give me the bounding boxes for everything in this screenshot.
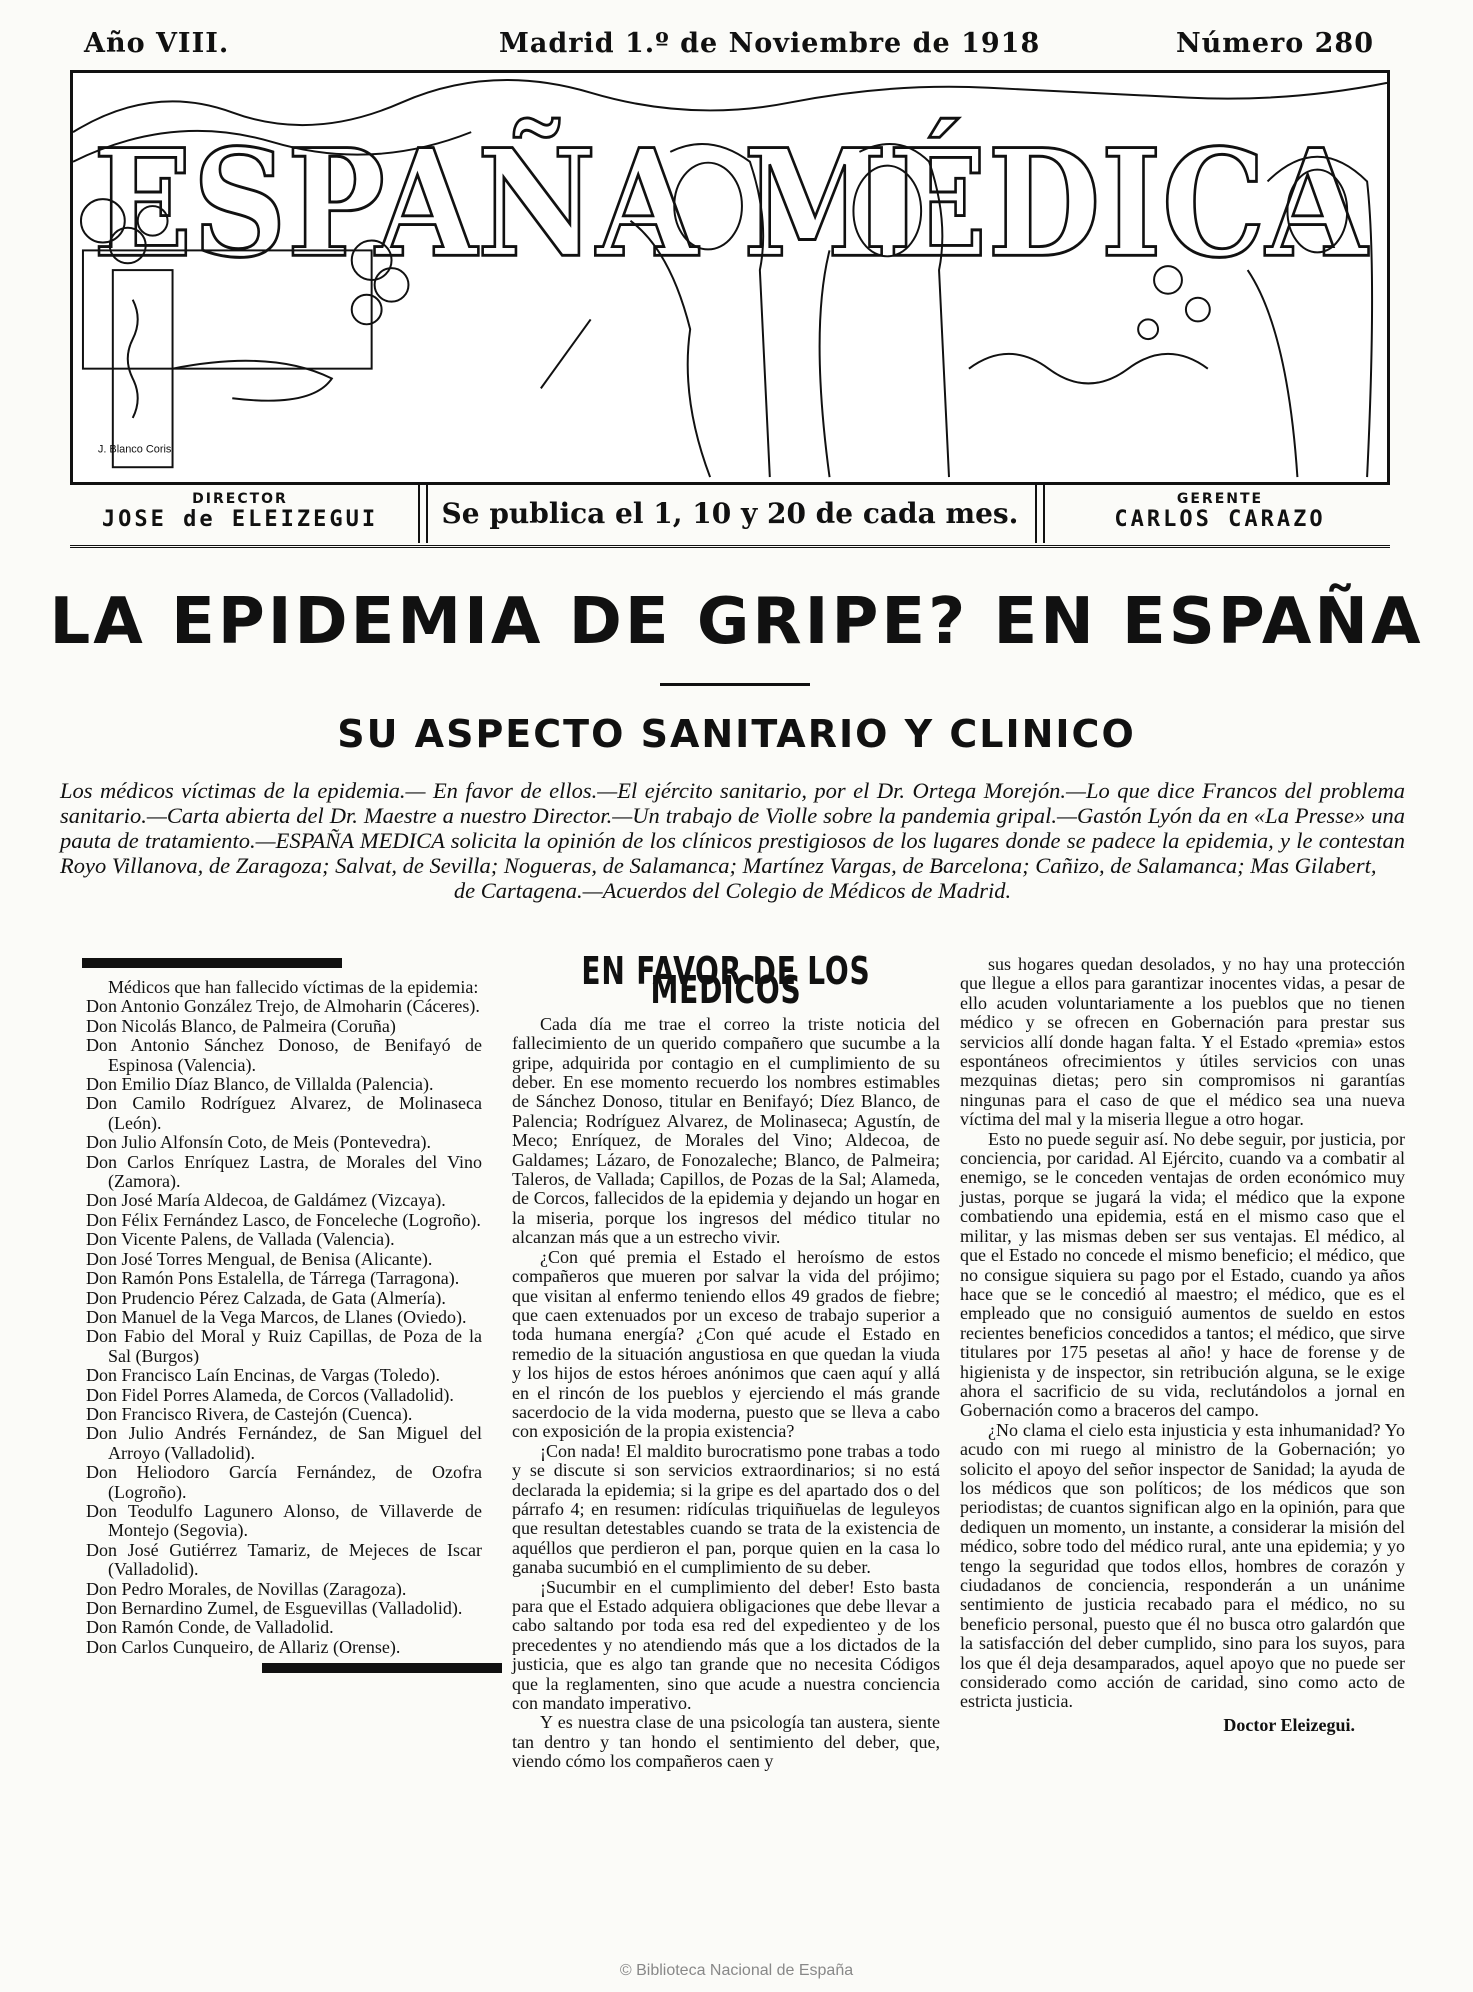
top-line — [84, 28, 1374, 68]
victim-entry: Don Carlos Cunqueiro, de Allariz (Orense). — [86, 1636, 401, 1657]
manager-label: GERENTE — [1176, 491, 1264, 507]
main-headline: LA EPIDEMIA DE GRIPE? EN ESPAÑA — [49, 585, 1424, 659]
article-signature: Doctor Eleizegui. — [1223, 1714, 1355, 1735]
article-body-1 — [512, 1015, 940, 1772]
director-name: JOSE de ELEIZEGUI — [101, 507, 379, 532]
divider — [1035, 485, 1045, 543]
victim-entry: Don Ramón Pons Estalella, de Tárrega (Tarragona). — [86, 1268, 460, 1289]
victim-entry: Don Prudencio Pérez Calzada, de Gata (Almería). — [86, 1287, 446, 1308]
victim-entry: Don Fabio del Moral y Ruiz Capillas, de Poza de la Sal (Burgos) — [86, 1326, 482, 1366]
article-column-1 — [512, 949, 940, 1772]
masthead-title: ESPAÑA MÉDICA — [92, 117, 1369, 292]
article-paragraph: Esto no puede seguir así. No debe seguir, por justicia, por conciencia, por caridad. Al Ejército, cuando va a combatir al enemigo, se le conceden ventajas de orden económico muy justas, porque se jugará la vida; el médico que la expone combatiendo una epidemia, está en el mismo caso que el militar, y las mismas deben ser sus ventajas. El médico, al que el Estado no concede el mismo beneficio; el médico, que no consigue siquiera su pago por el Estado, cuando ya años hace que se le concedió al maestro; el médico, que es el empleado que no consiguió aumentos de sueldo en estos recientes beneficios concedidos a tantos; el médico, que sirve titulares por 175 pesetas al año! y hace de forense y de higienista y de inspector, sin retribución alguna, se le exige ahora el sacrificio de su vida, reclutándolos a jornal en Gobernación como a braceros del campo. — [960, 1128, 1405, 1421]
article-paragraph: Y es nuestra clase de una psicología tan austera, siente tan dentro y tan hondo el sentimiento del deber, que, viendo cómo los compañeros caen y — [512, 1712, 940, 1772]
victim-entry: Don Carlos Enríquez Lastra, de Morales del Vino (Zamora). — [86, 1151, 482, 1192]
victim-entry: Don Julio Andrés Fernández, de San Miguel del Arroyo (Valladolid). — [86, 1423, 482, 1463]
year-label: Año VIII. — [84, 28, 230, 59]
victim-entry: Don Antonio González Trejo, de Almoharin (Cáceres). — [86, 996, 480, 1017]
article-paragraph: ¡Sucumbir en el cumplimiento del deber! Esto basta para que el Estado adquiera obligaciones que debe llevar a cabo saltando por toda esa red del expedienteo y de los precedentes y no atendiendo más que a los dictados de la justicia, que es algo tan grande que no necesita Códigos que la reglamenten, sino que acude a nuestra conciencia con mandato imperativo. — [512, 1576, 940, 1714]
article-paragraph: ¿Con qué premia el Estado el heroísmo de estos compañeros que mueren por salvar la vida del prójimo; que visitan al enfermo teniendo ellos 49 grados de fiebre; que caen extenuados por un exceso de trabajo superior a toda humana energía? ¿Con qué acude el Estado en remedio de la situación angustiosa en que quedan la viuda y los hijos de estos héroes anónimos que caen aquí y allá en el rincón de los pueblos y ejerciendo el más grande sacerdocio de la vida moderna, puesto que se lleva a cabo con exposición de la propia existencia? — [512, 1246, 940, 1442]
victim-entry: Don Manuel de la Vega Marcos, de Llanes (Oviedo). — [86, 1306, 467, 1327]
victim-entry: Médicos que han fallecido víctimas de la epidemia: — [108, 977, 479, 997]
victim-entry: Don José Torres Mengual, de Benisa (Alicante). — [86, 1248, 433, 1269]
victim-entry: Don Vicente Palens, de Vallada (Valencia). — [86, 1229, 395, 1250]
victim-entry: Don Pedro Morales, de Novillas (Zaragoza). — [86, 1578, 407, 1599]
article-paragraph: ¡Con nada! El maldito burocratismo pone trabas a todo y se discute si son servicios extraordinarios; si no está declarada la epidemia; si la gripe es del apartado dos o del párrafo 4; en resumen: ridículas triquiñuelas de leguleyos que resultan detestables cuando se trata de la existencia de aquéllos que perdieron el pan, porque quien en la casa lo ganaba sucumbió en el cumplimiento de su deber. — [512, 1440, 940, 1578]
summary-last-line: de Cartagena.—Acuerdos del Colegio de Médicos de Madrid. — [453, 878, 1012, 903]
article-title: EN FAVOR DE LOS MEDICOS — [581, 949, 871, 1013]
issue-number: Número 280 — [1175, 28, 1374, 59]
column-rule — [82, 958, 342, 968]
victim-entry: Don Ramón Conde, de Valladolid. — [86, 1617, 334, 1638]
manager-name: CARLOS CARAZO — [1114, 507, 1326, 532]
article-paragraph: sus hogares quedan desolados, y no hay una protección que llegue a ellos para garantizar inocentes vidas, a pesar de ello acuden voluntariamente a los pueblos que no tienen médico y se ofrecen en Gobernación para prestar sus servicios allí donde hagan falta. Y el Estado «premia» estos espontáneos ofrecimientos y útiles servicios con unas mezquinas dietas; pero sin compromisos ni garantías ningunas para el caso de que el médico sea una nueva víctima del mal y la miseria llegue a otro hogar. — [960, 954, 1405, 1130]
victim-entry: Don Francisco Rivera, de Castejón (Cuenca). — [86, 1403, 413, 1424]
victim-entry: Don Bernardino Zumel, de Esguevillas (Valladolid). — [86, 1598, 463, 1618]
victim-entry: Don José María Aldecoa, de Galdámez (Vizcaya). — [86, 1190, 446, 1211]
summary-paragraph — [60, 778, 1405, 903]
victim-entry: Don Camilo Rodríguez Alvarez, de Molinaseca (León). — [86, 1093, 482, 1133]
victim-entry: Don Emilio Díaz Blanco, de Villalda (Palencia). — [86, 1074, 434, 1095]
column-rule — [262, 1663, 502, 1673]
headline-rule — [660, 683, 810, 686]
article-body-2 — [960, 955, 1405, 1712]
victim-entry: Don Heliodoro García Fernández, de Ozofra (Logroño). — [86, 1462, 482, 1502]
victims-column — [62, 958, 482, 1673]
info-bar — [70, 485, 1390, 548]
subheadline: SU ASPECTO SANITARIO Y CLINICO — [337, 712, 1136, 756]
article-paragraph: ¿No clama el cielo esta injusticia y esta inhumanidad? Yo acudo con mi ruego al ministro de la Gobernación; yo solicito el apoyo del señor inspector de Sanidad; la ayuda de los médicos que son políticos; de los médicos que son periodistas; de cuantos significan algo en la opinión, para que dediquen un momento, un instante, a considerar la misión del médico, sobre todo del médico rural, ante una epidemia; y yo tengo la seguridad que todos ellos, hombres de corazón y ciudadanos de conciencia, responderán a un unánime sentimiento de justicia recabado para el médico, no su beneficio personal, puesto que él no busca otro galardón que la satisfacción del deber cumplido, sino para los suyos, para los que él deja desamparados, aquel apoyo que no puede ser considerado como acción de caridad, sino como acto de estricta justicia. — [960, 1419, 1405, 1712]
victim-entry: Don Antonio Sánchez Donoso, de Benifayó de Espinosa (Valencia). — [86, 1035, 482, 1075]
masthead-illustration — [70, 70, 1390, 485]
victim-entry: Don Teodulfo Lagunero Alonso, de Villaverde de Montejo (Segovia). — [86, 1500, 482, 1541]
date-label: Madrid 1.º de Noviembre de 1918 — [499, 28, 1041, 59]
masthead-art — [73, 73, 1387, 482]
artist-signature: J. Blanco Coris — [97, 443, 172, 456]
article-column-2 — [960, 955, 1405, 1735]
victim-entry: Don Félix Fernández Lasco, de Fonceleche (Logroño). — [86, 1209, 481, 1230]
victim-entry: Don Francisco Laín Encinas, de Vargas (Toledo). — [86, 1365, 440, 1386]
victim-entry: Don Julio Alfonsín Coto, de Meis (Pontevedra). — [86, 1132, 431, 1153]
article-paragraph: Cada día me trae el correo la triste noticia del fallecimiento de un querido compañero que sucumbe a la gripe, adquirida por contagio en el cumplimiento de su deber. En ese momento recuerdo los nombres estimables de Sánchez Donoso, titular en Benifayó; Díez Blanco, de Palencia; Rodríguez Alvarez, de Molinaseca; Agustín, de Meco; Enríquez, de Morales del Vino; Aldecoa, de Galdames; Lázaro, de Fonozaleche; Blanco, de Palmeira; Taleros, de Vallada; Capillos, de Pozas de la Sal; Alameda, de Corcos, fallecidos de la epidemia y dejando un hogar en la miseria, porque los ingresos del médico titular no alcanzan más que a un estrecho vivir. — [512, 1013, 940, 1248]
victim-entry: Don Nicolás Blanco, de Palmeira (Coruña) — [86, 1015, 396, 1036]
divider — [418, 485, 428, 543]
victim-entry: Don José Gutiérrez Tamariz, de Mejeces de Iscar (Valladolid). — [86, 1539, 482, 1580]
victim-entry: Don Fidel Porres Alameda, de Corcos (Valladolid). — [86, 1384, 454, 1405]
summary-body: Los médicos víctimas de la epidemia.— En favor de ellos.—El ejército sanitario, por el Dr. Ortega Morejón.—Lo que dice Francos del problema sanitario.—Carta abierta del Dr. Maestre a nuestro Director.—Un trabajo de Violle sobre la pandemia gripal.—Gastón Lyón da en «La Presse» una pauta de tratamiento.—ESPAÑA MEDICA solicita la opinión de los clínicos prestigiosos de los lugares donde se padece la epidemia, y le contestan Royo Villanova, de Zaragoza; Salvat, de Sevilla; Nogueras, de Salamanca; Martínez Vargas, de Barcelona; Cañizo, de Salamanca; Mas Gilabert, — [60, 778, 1405, 878]
victims-list — [62, 978, 482, 1657]
director-label: DIRECTOR — [192, 491, 288, 507]
director-block — [70, 485, 410, 545]
manager-block — [1050, 485, 1390, 545]
frequency-note: Se publica el 1, 10 y 20 de cada mes. — [441, 497, 1019, 530]
copyright-credit: © Biblioteca Nacional de España — [619, 1962, 854, 1979]
